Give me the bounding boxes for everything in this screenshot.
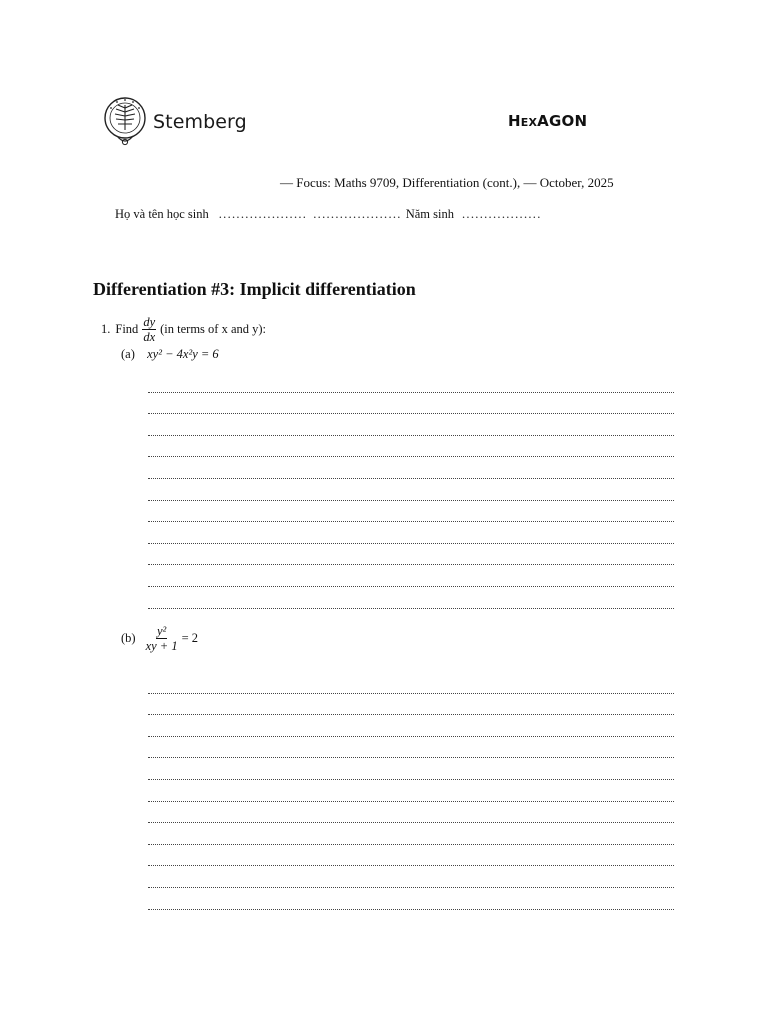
answer-line[interactable] [148,479,674,501]
name-field[interactable]: .................... [218,207,308,221]
answer-line[interactable] [148,888,674,910]
answer-line[interactable] [148,866,674,888]
question-1 [101,315,266,344]
school-name: Stemberg [153,111,247,133]
answer-line[interactable] [148,522,674,544]
answer-line[interactable] [148,565,674,587]
partner-logo [508,112,587,130]
birth-year-field[interactable]: .................. [462,207,542,221]
answer-line[interactable] [148,544,674,566]
part-label: (b) [121,631,136,645]
answer-line[interactable] [148,715,674,737]
birth-year-label: Năm sinh [405,207,454,221]
partner-logo-part: H [508,112,521,130]
answer-line[interactable] [148,802,674,824]
answer-line[interactable] [148,694,674,716]
answer-area-b[interactable] [148,672,674,910]
focus-line: — Focus: Maths 9709, Differentiation (cont.), — October, 2025 [280,175,614,190]
answer-line[interactable] [148,393,674,415]
part-a [121,347,219,362]
worksheet-title: Differentiation #3: Implicit differentiation [93,279,416,299]
answer-area-a[interactable] [148,371,674,609]
answer-line[interactable] [148,845,674,867]
answer-line[interactable] [148,414,674,436]
school-logo-seal [101,96,149,148]
dy-dx-fraction [142,315,156,344]
partner-logo-part: AGON [537,112,588,130]
partner-logo-part: EX [520,116,538,129]
answer-line[interactable] [148,457,674,479]
answer-line[interactable] [148,823,674,845]
answer-line[interactable] [148,587,674,609]
student-info-row [115,207,675,222]
answer-line[interactable] [148,371,674,393]
answer-line[interactable] [148,501,674,523]
answer-line[interactable] [148,758,674,780]
answer-line[interactable] [148,737,674,759]
question-tail: (in terms of x and y): [160,322,267,336]
answer-line[interactable] [148,672,674,694]
answer-line[interactable] [148,780,674,802]
answer-line[interactable] [148,436,674,458]
fraction-denominator: dx [143,330,156,344]
question-number: 1. [101,322,111,336]
part-a-equation: xy² − 4x²y = 6 [147,347,219,361]
name-field-continued[interactable]: .................... [313,207,402,221]
part-b-fraction [146,624,178,653]
fraction-numerator: dy [143,315,156,329]
question-lead: Find [115,322,139,336]
part-b-rhs: = 2 [181,631,199,645]
part-label: (a) [121,347,135,361]
part-b [121,624,198,653]
fraction-numerator: y² [156,624,167,638]
fraction-denominator: xy + 1 [145,639,178,653]
name-label: Họ và tên học sinh [115,207,209,221]
